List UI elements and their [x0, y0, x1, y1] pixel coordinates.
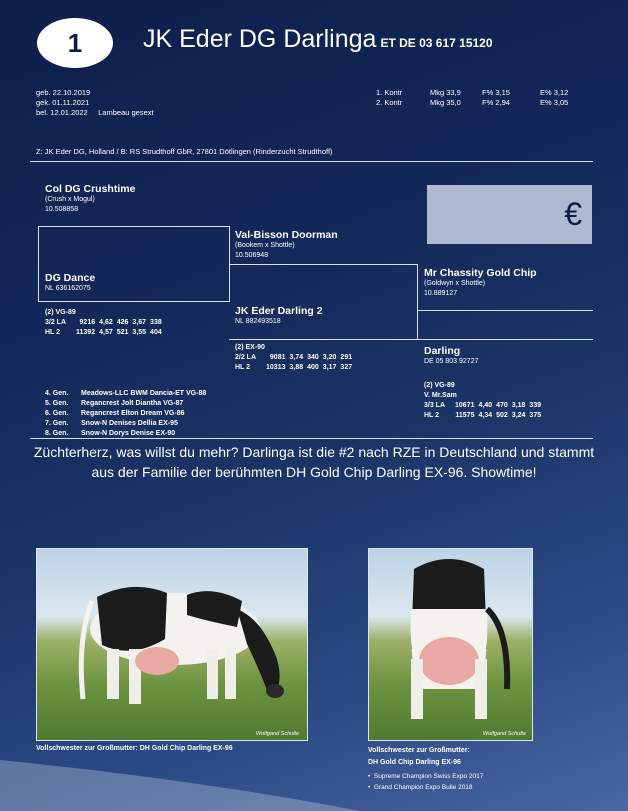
pedigree-line — [38, 301, 229, 302]
dam-lactation-table — [45, 318, 166, 338]
great-granddam-performance — [424, 381, 545, 421]
generation-row: 8. Gen. Snow-N Dorys Denise EX-90 — [45, 430, 176, 437]
pedigree-line — [229, 264, 417, 265]
pedigree-line — [417, 310, 593, 311]
generation-row: 6. Gen. Regancrest Elton Dream VG-86 — [45, 410, 185, 417]
birth-date: geb. 22.10.2019 — [36, 88, 91, 97]
cow-rear-illustration — [369, 549, 532, 740]
granddam-block — [235, 305, 323, 327]
generations-list — [45, 389, 206, 439]
ggs-id: 10.889127 — [424, 290, 458, 297]
bred-date: bel. 12.01.2022 Lambeau gesext — [36, 108, 154, 117]
cow-photo-side — [36, 548, 308, 741]
ggs-parents: (Goldwyn x Shottle) — [424, 280, 486, 287]
great-granddam-sire: V. Mr.Sam — [424, 392, 457, 399]
lactation-row: 2/2 LA 9081 3,74 340 3,20 291 — [235, 354, 353, 361]
registration-number: ET DE 03 617 15120 — [380, 36, 493, 50]
price-box — [427, 185, 592, 244]
mgs-id: 10.506948 — [235, 252, 269, 259]
granddam-name: JK Eder Darling 2 — [235, 305, 323, 317]
generation-row: 7. Gen. Snow-N Denises Dellia EX-95 — [45, 420, 178, 427]
mgs-name: Val-Bisson Doorman — [235, 229, 338, 241]
generation-row: 4. Gen. Meadows-LLC BWM Dancia-ET VG-88 — [45, 390, 207, 397]
dam-performance — [45, 308, 166, 338]
animal-title — [143, 25, 493, 54]
sire-parents: (Crush x Mogul) — [45, 196, 95, 203]
sire-name: Col DG Crushtime — [45, 183, 136, 195]
granddam-classification: (2) EX-90 — [235, 344, 265, 351]
date-block — [36, 88, 154, 118]
lactation-row: 3/3 LA 10671 4,40 470 3,18 339 — [424, 402, 542, 409]
sire-id: 10.508858 — [45, 206, 79, 213]
lactation-row: 3/2 LA 9216 4,62 426 3,67 338 — [45, 319, 162, 326]
control-results — [376, 88, 568, 108]
great-granddam-block — [424, 345, 479, 367]
animal-name: JK Eder DG Darlinga — [143, 25, 377, 53]
generation-row: 5. Gen. Regancrest Jolt Diantha VG-87 — [45, 400, 184, 407]
pedigree-line — [229, 339, 417, 340]
photo-watermark: Wolfgand Schulte — [482, 731, 526, 737]
granddam-performance — [235, 343, 356, 373]
divider — [30, 161, 593, 162]
granddam-lactation-table — [235, 353, 356, 373]
pedigree-line — [417, 264, 418, 340]
great-granddam-classification: (2) VG-89 — [424, 382, 455, 389]
pedigree-line — [417, 339, 593, 340]
control-row: 1. Kontr Mkg 33,9 F% 3,15 E% 3,12 — [376, 88, 569, 97]
granddam-id: NL 882493518 — [235, 318, 281, 325]
breeder-line: Z: JK Eder DG, Holland / B: RS Strudthoff GbR, 27801 Dötlingen (Rinderzucht Strudthoff) — [36, 147, 333, 156]
dam-block — [45, 272, 95, 294]
lactation-row: HL 2 11575 4,34 502 3,24 375 — [424, 412, 542, 419]
dam-classification: (2) VG-89 — [45, 309, 76, 316]
pedigree-line — [38, 226, 229, 227]
decorative-swoosh — [0, 740, 628, 811]
lactation-row: HL 2 11392 4,57 521 3,55 404 — [45, 329, 162, 336]
ggs-block — [424, 267, 537, 299]
great-granddam-id: DE 05 803 92727 — [424, 358, 479, 365]
lot-number-badge — [37, 18, 113, 68]
cow-side-illustration — [37, 549, 307, 740]
dam-name: DG Dance — [45, 272, 96, 284]
photo-caption: Vollschwester zur Großmutter: DH Gold Chip Darling EX-96 — [368, 747, 470, 766]
mgs-block — [235, 229, 338, 261]
award-item: • Supreme Champion Swiss Expo 2017 — [368, 773, 484, 780]
calving-date: gek. 01.11.2021 — [36, 98, 90, 107]
euro-icon: € — [564, 196, 582, 232]
lactation-row: HL 2 10313 3,88 400 3,17 327 — [235, 364, 353, 371]
sire-block — [45, 183, 135, 215]
award-item: • Grand Champion Expo Bulle 2018 — [368, 784, 473, 791]
mgs-parents: (Bookem x Shottle) — [235, 242, 295, 249]
bred-to: Lambeau gesext — [98, 108, 154, 117]
ggs-name: Mr Chassity Gold Chip — [424, 267, 537, 279]
control-row: 2. Kontr Mkg 35,0 F% 2,94 E% 3,05 — [376, 98, 569, 107]
description-statement: Züchterherz, was willst du mehr? Darlinga ist die #2 nach RZE in Deutschland und stammt aus der Familie der berühmten DH Gold Chip Darling EX-96. Showtime! — [33, 444, 595, 480]
pedigree-line — [38, 226, 39, 302]
great-granddam-name: Darling — [424, 345, 461, 357]
photo-watermark: Wolfgand Schulte — [255, 731, 299, 737]
divider — [30, 438, 593, 439]
photo-caption: Vollschwester zur Großmutter: DH Gold Chip Darling EX-96 — [36, 745, 233, 752]
great-granddam-lactation-table — [424, 401, 545, 421]
dam-id: NL 636162075 — [45, 285, 91, 292]
cow-photo-rear — [368, 548, 533, 741]
lot-number: 1 — [67, 27, 83, 58]
